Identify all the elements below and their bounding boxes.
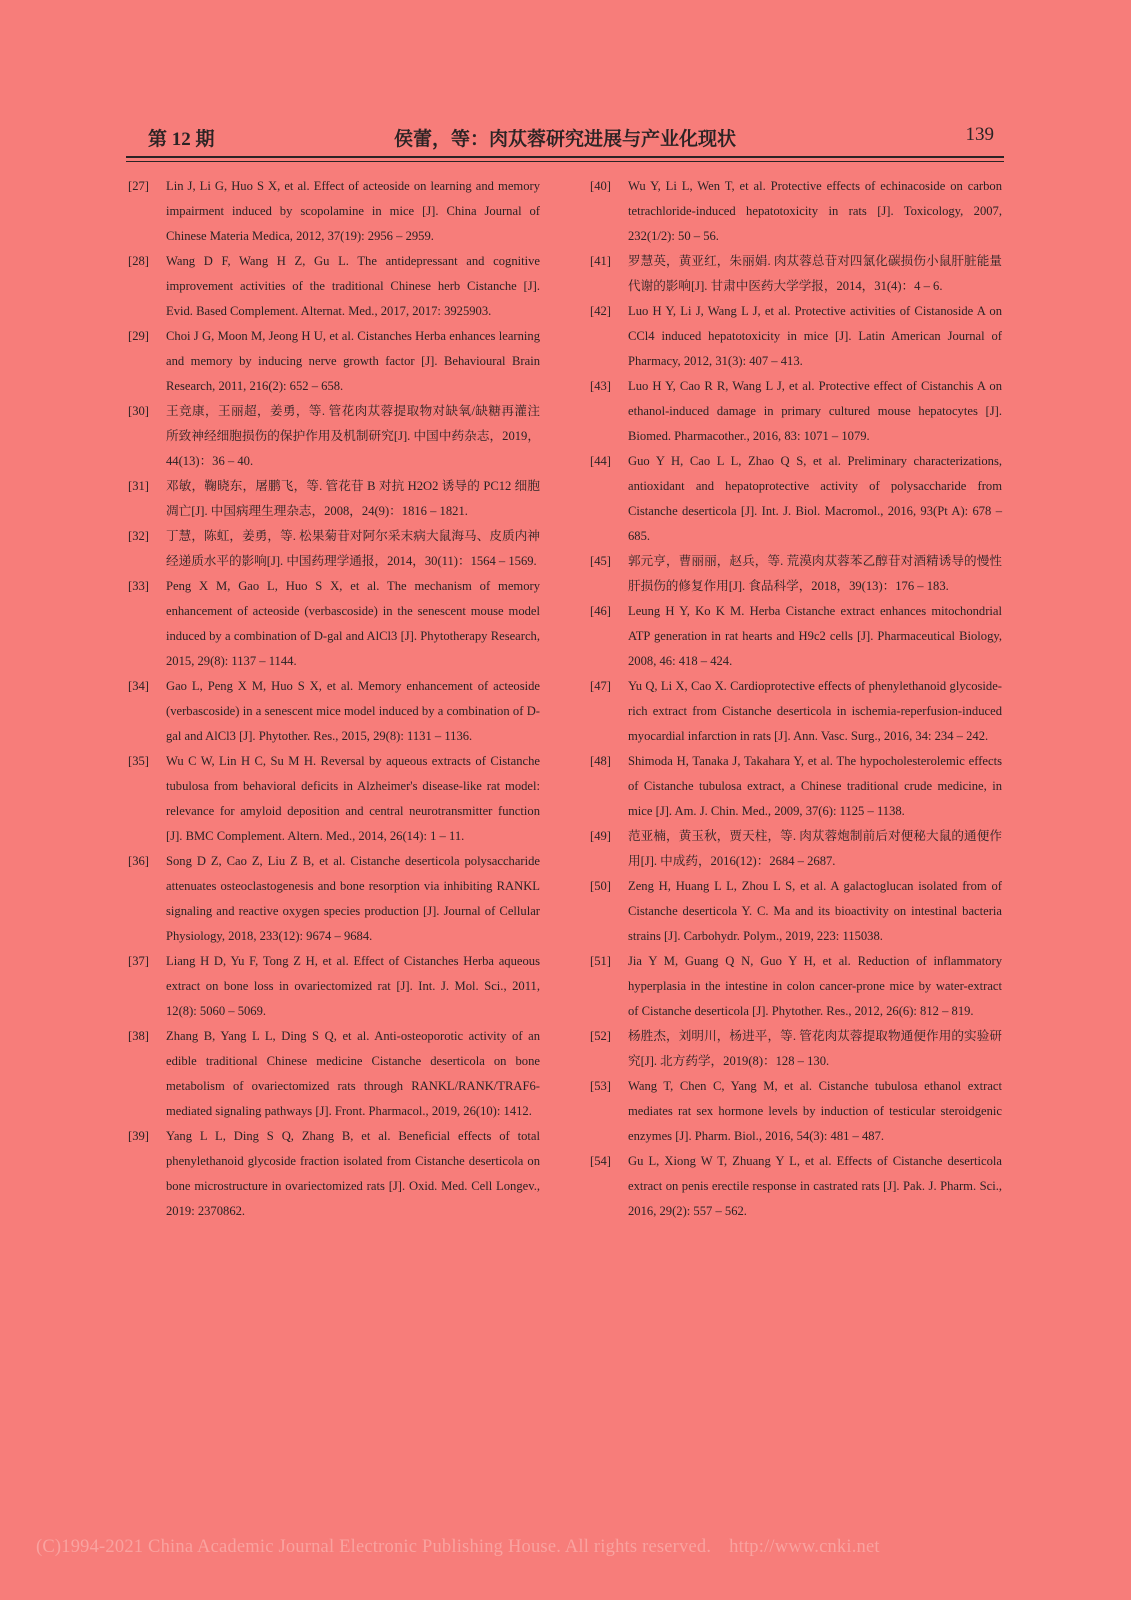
reference-item	[590, 374, 1002, 449]
reference-item	[128, 399, 540, 474]
header-rule-thin	[126, 161, 1004, 162]
reference-number: [54]	[590, 1154, 611, 1168]
reference-number: [53]	[590, 1079, 611, 1093]
running-title: 侯蕾，等：肉苁蓉研究进展与产业化现状	[393, 129, 736, 150]
reference-text: Luo H Y, Cao R R, Wang L J, et al. Protective effect of Cistanchis A on ethanol-induced damage in primary cultured mouse hepatocytes [J]. Biomed. Pharmacother., 2016, 83: 1071 – 1079.	[628, 379, 1002, 443]
reference-item	[128, 949, 540, 1024]
reference-item	[128, 749, 540, 849]
reference-number: [27]	[128, 179, 149, 193]
reference-text: Wang T, Chen C, Yang M, et al. Cistanche tubulosa ethanol extract mediates rat sex hormone levels by induction of testicular steroidgenic enzymes [J]. Pharm. Biol., 2016, 54(3): 481 – 487.	[628, 1079, 1002, 1143]
reference-text: Jia Y M, Guang Q N, Guo Y H, et al. Reduction of inflammatory hyperplasia in the intestine in colon cancer-prone mice by water-extract of Cistanche deserticola [J]. Phytother. Res., 2012, 26(6): 812 – 819.	[628, 954, 1002, 1018]
reference-number: [32]	[128, 529, 149, 543]
reference-text: Zhang B, Yang L L, Ding S Q, et al. Anti-osteoporotic activity of an edible traditional Chinese medicine Cistanche deserticola on bone metabolism of ovariectomized rats through RANKL/RANK/TRAF6-mediated signaling pathways [J]. Front. Pharmacol., 2019, 26(10): 1412.	[166, 1029, 540, 1118]
reference-number: [47]	[590, 679, 611, 693]
reference-item	[590, 674, 1002, 749]
reference-item	[128, 674, 540, 749]
reference-item	[590, 249, 1002, 299]
page-header	[126, 118, 1004, 158]
reference-number: [37]	[128, 954, 149, 968]
reference-number: [52]	[590, 1029, 611, 1043]
reference-number: [43]	[590, 379, 611, 393]
reference-item	[590, 299, 1002, 374]
reference-item	[590, 1024, 1002, 1074]
reference-text: 丁慧，陈虹，姜勇，等. 松果菊苷对阿尔采末病大鼠海马、皮质内神经递质水平的影响[J]. 中国药理学通报，2014，30(11)：1564 – 1569.	[166, 529, 540, 568]
reference-text: Peng X M, Gao L, Huo S X, et al. The mechanism of memory enhancement of acteoside (verbascoside) in the senescent mouse model induced by a combination of D-gal and AlCl3 [J]. Phytotherapy Research, 2015, 29(8): 1137 – 1144.	[166, 579, 540, 668]
reference-item	[590, 449, 1002, 549]
reference-item	[590, 1149, 1002, 1224]
copyright-text: (C)1994-2021 China Academic Journal Electronic Publishing House. All rights reserved.	[36, 1537, 712, 1557]
reference-item	[590, 824, 1002, 874]
reference-number: [41]	[590, 254, 611, 268]
reference-number: [42]	[590, 304, 611, 318]
copyright-footer	[36, 1537, 880, 1558]
reference-item	[590, 749, 1002, 824]
reference-text: Yu Q, Li X, Cao X. Cardioprotective effects of phenylethanoid glycoside-rich extract from Cistanche deserticola in ischemia-reperfusion-induced myocardial infarction in rats [J]. Ann. Vasc. Surg., 2016, 34: 234 – 242.	[628, 679, 1002, 743]
reference-text: Choi J G, Moon M, Jeong H U, et al. Cistanches Herba enhances learning and memory by inducing nerve growth factor [J]. Behavioural Brain Research, 2011, 216(2): 652 – 658.	[166, 329, 540, 393]
reference-number: [49]	[590, 829, 611, 843]
reference-text: 范亚楠，黄玉秋，贾天柱，等. 肉苁蓉炮制前后对便秘大鼠的通便作用[J]. 中成药，2016(12)：2684 – 2687.	[628, 829, 1002, 868]
reference-item	[590, 549, 1002, 599]
reference-item	[590, 949, 1002, 1024]
reference-text: Wu Y, Li L, Wen T, et al. Protective effects of echinacoside on carbon tetrachloride-induced hepatotoxicity in rats [J]. Toxicology, 2007, 232(1/2): 50 – 56.	[628, 179, 1002, 243]
reference-item	[590, 874, 1002, 949]
reference-text: 杨胜杰，刘明川，杨进平，等. 管花肉苁蓉提取物通便作用的实验研究[J]. 北方药学，2019(8)：128 – 130.	[628, 1029, 1002, 1068]
reference-number: [35]	[128, 754, 149, 768]
reference-text: Luo H Y, Li J, Wang L J, et al. Protective activities of Cistanoside A on CCl4 induced hepatotoxicity in mice [J]. Latin American Journal of Pharmacy, 2012, 31(3): 407 – 413.	[628, 304, 1002, 368]
reference-item	[590, 174, 1002, 249]
reference-item	[128, 524, 540, 574]
reference-text: Song D Z, Cao Z, Liu Z B, et al. Cistanche deserticola polysaccharide attenuates osteoclastogenesis and bone resorption via inhibiting RANKL signaling and reactive oxygen species production [J]. Journal of Cellular Physiology, 2018, 233(12): 9674 – 9684.	[166, 854, 540, 943]
page-number: 139	[965, 124, 994, 145]
reference-number: [45]	[590, 554, 611, 568]
reference-text: 王竞康，王丽超，姜勇，等. 管花肉苁蓉提取物对缺氧/缺糖再灌注所致神经细胞损伤的保护作用及机制研究[J]. 中国中药杂志，2019，44(13)：36 – 40.	[166, 404, 540, 468]
reference-text: Leung H Y, Ko K M. Herba Cistanche extract enhances mitochondrial ATP generation in rat hearts and H9c2 cells [J]. Pharmaceutical Biology, 2008, 46: 418 – 424.	[628, 604, 1002, 668]
reference-item	[128, 324, 540, 399]
reference-item	[128, 174, 540, 249]
reference-text: 罗慧英，黄亚红，朱丽娟. 肉苁蓉总苷对四氯化碳损伤小鼠肝脏能量代谢的影响[J]. 甘肃中医药大学学报，2014，31(4)：4 – 6.	[628, 254, 1002, 293]
reference-number: [30]	[128, 404, 149, 418]
reference-item	[128, 1024, 540, 1124]
reference-number: [48]	[590, 754, 611, 768]
reference-item	[128, 474, 540, 524]
reference-number: [40]	[590, 179, 611, 193]
reference-number: [28]	[128, 254, 149, 268]
reference-column-right	[590, 174, 1002, 1224]
reference-number: [34]	[128, 679, 149, 693]
reference-text: Wang D F, Wang H Z, Gu L. The antidepressant and cognitive improvement activities of the traditional Chinese herb Cistanche [J]. Evid. Based Complement. Alternat. Med., 2017, 2017: 3925903.	[166, 254, 540, 318]
reference-text: Yang L L, Ding S Q, Zhang B, et al. Beneficial effects of total phenylethanoid glycoside fraction isolated from Cistanche deserticola on bone microstructure in ovariectomized rats [J]. Oxid. Med. Cell Longev., 2019: 2370862.	[166, 1129, 540, 1218]
reference-text: Gu L, Xiong W T, Zhuang Y L, et al. Effects of Cistanche deserticola extract on penis erectile response in castrated rats [J]. Pak. J. Pharm. Sci., 2016, 29(2): 557 – 562.	[628, 1154, 1002, 1218]
reference-item	[590, 599, 1002, 674]
header-rule-thick	[126, 156, 1004, 158]
reference-number: [31]	[128, 479, 149, 493]
reference-item	[128, 849, 540, 949]
reference-number: [50]	[590, 879, 611, 893]
reference-text: Shimoda H, Tanaka J, Takahara Y, et al. The hypocholesterolemic effects of Cistanche tubulosa extract, a Chinese traditional crude medicine, in mice [J]. Am. J. Chin. Med., 2009, 37(6): 1125 – 1138.	[628, 754, 1002, 818]
reference-item	[128, 574, 540, 674]
reference-number: [29]	[128, 329, 149, 343]
issue-number: 第 12 期	[148, 129, 215, 150]
reference-number: [51]	[590, 954, 611, 968]
reference-item	[590, 1074, 1002, 1149]
reference-number: [38]	[128, 1029, 149, 1043]
reference-text: Lin J, Li G, Huo S X, et al. Effect of acteoside on learning and memory impairment induced by scopolamine in mice [J]. China Journal of Chinese Materia Medica, 2012, 37(19): 2956 – 2959.	[166, 179, 540, 243]
reference-text: Gao L, Peng X M, Huo S X, et al. Memory enhancement of acteoside (verbascoside) in a senescent mice model induced by a combination of D-gal and AlCl3 [J]. Phytother. Res., 2015, 29(8): 1131 – 1136.	[166, 679, 540, 743]
reference-column-left	[128, 174, 540, 1224]
reference-number: [39]	[128, 1129, 149, 1143]
reference-text: Zeng H, Huang L L, Zhou L S, et al. A galactoglucan isolated from of Cistanche deserticola Y. C. Ma and its bioactivity on intestinal bacteria strains [J]. Carbohydr. Polym., 2019, 223: 115038.	[628, 879, 1002, 943]
footer-url-link[interactable]: http://www.cnki.net	[729, 1537, 880, 1557]
reference-item	[128, 249, 540, 324]
reference-number: [33]	[128, 579, 149, 593]
reference-text: 郭元亨，曹丽丽，赵兵，等. 荒漠肉苁蓉苯乙醇苷对酒精诱导的慢性肝损伤的修复作用[J]. 食品科学，2018，39(13)：176 – 183.	[628, 554, 1002, 593]
reference-text: Wu C W, Lin H C, Su M H. Reversal by aqueous extracts of Cistanche tubulosa from behavioral deficits in Alzheimer's disease-like rat model: relevance for amyloid deposition and central neurotransmitter function [J]. BMC Complement. Altern. Med., 2014, 26(14): 1 – 11.	[166, 754, 540, 843]
reference-text: Liang H D, Yu F, Tong Z H, et al. Effect of Cistanches Herba aqueous extract on bone loss in ovariectomized rat [J]. Int. J. Mol. Sci., 2011, 12(8): 5060 – 5069.	[166, 954, 540, 1018]
reference-number: [46]	[590, 604, 611, 618]
reference-text: Guo Y H, Cao L L, Zhao Q S, et al. Preliminary characterizations, antioxidant and hepatoprotective activity of polysaccharide from Cistanche deserticola [J]. Int. J. Biol. Macromol., 2016, 93(Pt A): 678 – 685.	[628, 454, 1002, 543]
reference-number: [36]	[128, 854, 149, 868]
reference-number: [44]	[590, 454, 611, 468]
reference-item	[128, 1124, 540, 1224]
reference-text: 邓敏，鞠晓东，屠鹏飞，等. 管花苷 B 对抗 H2O2 诱导的 PC12 细胞凋亡[J]. 中国病理生理杂志，2008，24(9)：1816 – 1821.	[166, 479, 540, 518]
